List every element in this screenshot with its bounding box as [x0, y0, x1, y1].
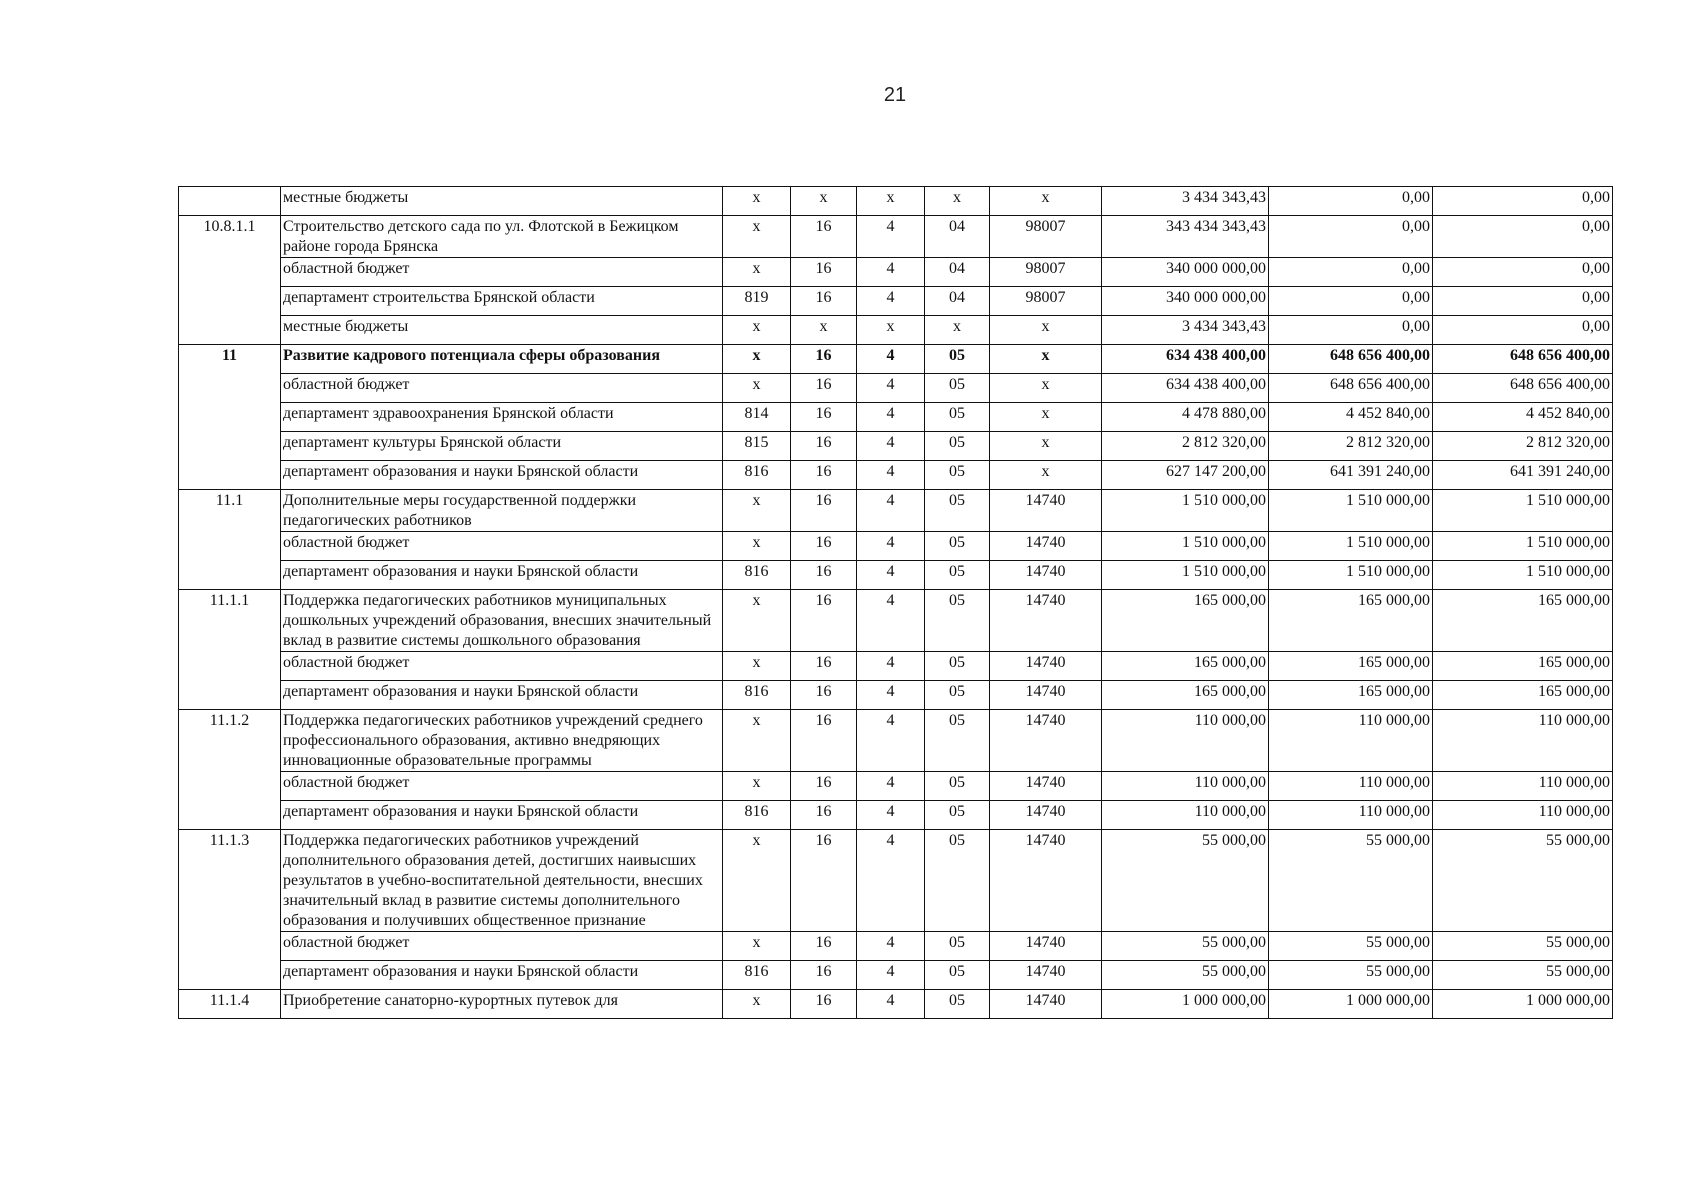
amount-year3-cell: 641 391 240,00 — [1433, 461, 1613, 490]
code-program-cell: 16 — [791, 801, 857, 830]
table-row — [179, 710, 1613, 772]
code-direction-cell: 14740 — [990, 990, 1102, 1019]
code-program-cell: 16 — [791, 490, 857, 532]
amount-year1-cell: 3 434 343,43 — [1102, 316, 1269, 345]
amount-year1-cell: 55 000,00 — [1102, 830, 1269, 932]
code-task-cell: 05 — [925, 345, 990, 374]
code-task-cell: 04 — [925, 216, 990, 258]
code-direction-cell: 98007 — [990, 216, 1102, 258]
amount-year2-cell: 110 000,00 — [1269, 772, 1433, 801]
row-number-cell: 11.1.4 — [179, 990, 281, 1019]
amount-year3-cell: 55 000,00 — [1433, 932, 1613, 961]
amount-year2-cell: 55 000,00 — [1269, 932, 1433, 961]
amount-year3-cell: 110 000,00 — [1433, 710, 1613, 772]
amount-year1-cell: 110 000,00 — [1102, 801, 1269, 830]
row-number-cell — [179, 403, 281, 432]
table-row — [179, 490, 1613, 532]
description-cell: департамент культуры Брянской области — [281, 432, 723, 461]
code-program-cell: 16 — [791, 532, 857, 561]
code-program-cell: 16 — [791, 403, 857, 432]
table-row — [179, 830, 1613, 932]
code-task-cell: 05 — [925, 990, 990, 1019]
row-number-cell: 11.1.3 — [179, 830, 281, 932]
amount-year3-cell: 0,00 — [1433, 258, 1613, 287]
amount-year2-cell: 4 452 840,00 — [1269, 403, 1433, 432]
code-program-cell: 16 — [791, 681, 857, 710]
amount-year3-cell: 165 000,00 — [1433, 590, 1613, 652]
code-subprogram-cell: 4 — [857, 345, 925, 374]
amount-year2-cell: 648 656 400,00 — [1269, 345, 1433, 374]
code-subprogram-cell: 4 — [857, 561, 925, 590]
code-program-cell: 16 — [791, 345, 857, 374]
code-ministry-cell: 816 — [723, 461, 791, 490]
code-ministry-cell: х — [723, 187, 791, 216]
row-number-cell: 10.8.1.1 — [179, 216, 281, 258]
amount-year2-cell: 165 000,00 — [1269, 681, 1433, 710]
row-number-cell — [179, 287, 281, 316]
amount-year1-cell: 3 434 343,43 — [1102, 187, 1269, 216]
code-subprogram-cell: 4 — [857, 490, 925, 532]
amount-year1-cell: 2 812 320,00 — [1102, 432, 1269, 461]
amount-year3-cell: 1 000 000,00 — [1433, 990, 1613, 1019]
description-cell: департамент образования и науки Брянской области — [281, 681, 723, 710]
amount-year2-cell: 1 510 000,00 — [1269, 561, 1433, 590]
description-cell: областной бюджет — [281, 772, 723, 801]
amount-year3-cell: 648 656 400,00 — [1433, 374, 1613, 403]
amount-year3-cell: 165 000,00 — [1433, 681, 1613, 710]
code-ministry-cell: х — [723, 532, 791, 561]
code-task-cell: 05 — [925, 590, 990, 652]
code-direction-cell: 14740 — [990, 801, 1102, 830]
description-cell: областной бюджет — [281, 374, 723, 403]
code-task-cell: 04 — [925, 258, 990, 287]
code-task-cell: 05 — [925, 772, 990, 801]
row-number-cell — [179, 316, 281, 345]
code-ministry-cell: х — [723, 258, 791, 287]
code-direction-cell: 14740 — [990, 561, 1102, 590]
code-subprogram-cell: 4 — [857, 990, 925, 1019]
table-row — [179, 345, 1613, 374]
description-cell: областной бюджет — [281, 532, 723, 561]
amount-year2-cell: 165 000,00 — [1269, 652, 1433, 681]
amount-year3-cell: 0,00 — [1433, 316, 1613, 345]
amount-year1-cell: 634 438 400,00 — [1102, 374, 1269, 403]
code-direction-cell: 98007 — [990, 287, 1102, 316]
table-row — [179, 187, 1613, 216]
description-cell: Поддержка педагогических работников муниципальных дошкольных учреждений образования, внесших значительный вклад в развитие системы дошкольного образования — [281, 590, 723, 652]
row-number-cell — [179, 561, 281, 590]
code-task-cell: 05 — [925, 461, 990, 490]
description-cell: департамент образования и науки Брянской области — [281, 801, 723, 830]
description-cell: департамент образования и науки Брянской области — [281, 961, 723, 990]
amount-year1-cell: 165 000,00 — [1102, 681, 1269, 710]
description-cell: департамент образования и науки Брянской области — [281, 461, 723, 490]
table-row — [179, 461, 1613, 490]
row-number-cell: 11.1.1 — [179, 590, 281, 652]
table-row — [179, 652, 1613, 681]
code-ministry-cell: х — [723, 316, 791, 345]
description-cell: областной бюджет — [281, 258, 723, 287]
row-number-cell — [179, 374, 281, 403]
code-direction-cell: х — [990, 316, 1102, 345]
description-cell: местные бюджеты — [281, 187, 723, 216]
code-task-cell: 05 — [925, 710, 990, 772]
code-task-cell: 05 — [925, 432, 990, 461]
row-number-cell — [179, 532, 281, 561]
code-subprogram-cell: 4 — [857, 461, 925, 490]
code-task-cell: 05 — [925, 490, 990, 532]
code-direction-cell: х — [990, 374, 1102, 403]
amount-year3-cell: 1 510 000,00 — [1433, 561, 1613, 590]
row-number-cell: 11.1.2 — [179, 710, 281, 772]
table-row — [179, 590, 1613, 652]
table-row — [179, 216, 1613, 258]
code-direction-cell: х — [990, 345, 1102, 374]
table-row — [179, 258, 1613, 287]
code-ministry-cell: х — [723, 990, 791, 1019]
table-row — [179, 403, 1613, 432]
code-ministry-cell: 816 — [723, 681, 791, 710]
code-subprogram-cell: 4 — [857, 710, 925, 772]
code-task-cell: 05 — [925, 374, 990, 403]
code-ministry-cell: х — [723, 710, 791, 772]
code-subprogram-cell: 4 — [857, 532, 925, 561]
code-task-cell: 05 — [925, 830, 990, 932]
row-number-cell — [179, 801, 281, 830]
amount-year3-cell: 0,00 — [1433, 216, 1613, 258]
amount-year1-cell: 1 510 000,00 — [1102, 532, 1269, 561]
amount-year1-cell: 165 000,00 — [1102, 590, 1269, 652]
code-direction-cell: 14740 — [990, 681, 1102, 710]
amount-year2-cell: 0,00 — [1269, 258, 1433, 287]
amount-year1-cell: 110 000,00 — [1102, 710, 1269, 772]
amount-year2-cell: 1 000 000,00 — [1269, 990, 1433, 1019]
code-task-cell: 05 — [925, 403, 990, 432]
amount-year1-cell: 165 000,00 — [1102, 652, 1269, 681]
code-subprogram-cell: 4 — [857, 216, 925, 258]
table-row — [179, 561, 1613, 590]
code-subprogram-cell: 4 — [857, 403, 925, 432]
amount-year2-cell: 1 510 000,00 — [1269, 532, 1433, 561]
code-ministry-cell: 816 — [723, 801, 791, 830]
amount-year3-cell: 4 452 840,00 — [1433, 403, 1613, 432]
amount-year3-cell: 0,00 — [1433, 287, 1613, 316]
amount-year2-cell: 2 812 320,00 — [1269, 432, 1433, 461]
amount-year1-cell: 627 147 200,00 — [1102, 461, 1269, 490]
table-row — [179, 801, 1613, 830]
amount-year3-cell: 165 000,00 — [1433, 652, 1613, 681]
code-program-cell: х — [791, 316, 857, 345]
row-number-cell — [179, 432, 281, 461]
amount-year3-cell: 55 000,00 — [1433, 830, 1613, 932]
row-number-cell — [179, 652, 281, 681]
description-cell: Строительство детского сада по ул. Флотской в Бежицком районе города Брянска — [281, 216, 723, 258]
code-direction-cell: 14740 — [990, 590, 1102, 652]
code-program-cell: 16 — [791, 287, 857, 316]
description-cell: Поддержка педагогических работников учреждений среднего профессионального образования, активно внедряющих инновационные образовательные программы — [281, 710, 723, 772]
code-subprogram-cell: 4 — [857, 258, 925, 287]
amount-year1-cell: 110 000,00 — [1102, 772, 1269, 801]
amount-year2-cell: 648 656 400,00 — [1269, 374, 1433, 403]
code-subprogram-cell: 4 — [857, 681, 925, 710]
code-ministry-cell: х — [723, 345, 791, 374]
code-subprogram-cell: 4 — [857, 830, 925, 932]
code-program-cell: 16 — [791, 590, 857, 652]
amount-year3-cell: 110 000,00 — [1433, 772, 1613, 801]
code-program-cell: 16 — [791, 961, 857, 990]
row-number-cell — [179, 461, 281, 490]
code-subprogram-cell: 4 — [857, 590, 925, 652]
code-task-cell: х — [925, 187, 990, 216]
amount-year1-cell: 343 434 343,43 — [1102, 216, 1269, 258]
code-subprogram-cell: 4 — [857, 652, 925, 681]
amount-year3-cell: 1 510 000,00 — [1433, 490, 1613, 532]
code-direction-cell: 14740 — [990, 490, 1102, 532]
code-subprogram-cell: 4 — [857, 801, 925, 830]
code-ministry-cell: 816 — [723, 961, 791, 990]
row-number-cell — [179, 681, 281, 710]
code-ministry-cell: х — [723, 932, 791, 961]
code-ministry-cell: 815 — [723, 432, 791, 461]
amount-year2-cell: 110 000,00 — [1269, 801, 1433, 830]
table-row — [179, 681, 1613, 710]
row-number-cell: 11.1 — [179, 490, 281, 532]
code-task-cell: 04 — [925, 287, 990, 316]
code-task-cell: 05 — [925, 681, 990, 710]
description-cell: департамент строительства Брянской области — [281, 287, 723, 316]
code-program-cell: 16 — [791, 216, 857, 258]
description-cell: Дополнительные меры государственной поддержки педагогических работников — [281, 490, 723, 532]
description-cell: Приобретение санаторно-курортных путевок для — [281, 990, 723, 1019]
amount-year1-cell: 4 478 880,00 — [1102, 403, 1269, 432]
code-direction-cell: х — [990, 403, 1102, 432]
amount-year2-cell: 641 391 240,00 — [1269, 461, 1433, 490]
code-program-cell: 16 — [791, 432, 857, 461]
code-task-cell: 05 — [925, 652, 990, 681]
code-task-cell: 05 — [925, 932, 990, 961]
code-direction-cell: 14740 — [990, 961, 1102, 990]
budget-table — [178, 186, 1613, 1019]
amount-year1-cell: 340 000 000,00 — [1102, 287, 1269, 316]
amount-year2-cell: 0,00 — [1269, 216, 1433, 258]
amount-year3-cell: 0,00 — [1433, 187, 1613, 216]
code-ministry-cell: х — [723, 590, 791, 652]
code-direction-cell: 98007 — [990, 258, 1102, 287]
code-task-cell: 05 — [925, 801, 990, 830]
description-cell: областной бюджет — [281, 652, 723, 681]
code-task-cell: 05 — [925, 561, 990, 590]
amount-year2-cell: 55 000,00 — [1269, 830, 1433, 932]
code-ministry-cell: 814 — [723, 403, 791, 432]
code-ministry-cell: х — [723, 830, 791, 932]
code-direction-cell: 14740 — [990, 652, 1102, 681]
code-direction-cell: 14740 — [990, 932, 1102, 961]
code-program-cell: 16 — [791, 990, 857, 1019]
table-row — [179, 532, 1613, 561]
code-subprogram-cell: 4 — [857, 961, 925, 990]
amount-year1-cell: 1 000 000,00 — [1102, 990, 1269, 1019]
code-task-cell: 05 — [925, 532, 990, 561]
code-program-cell: 16 — [791, 652, 857, 681]
code-task-cell: х — [925, 316, 990, 345]
amount-year1-cell: 1 510 000,00 — [1102, 561, 1269, 590]
table-row — [179, 374, 1613, 403]
description-cell: местные бюджеты — [281, 316, 723, 345]
code-program-cell: 16 — [791, 561, 857, 590]
code-program-cell: 16 — [791, 772, 857, 801]
code-direction-cell: 14740 — [990, 772, 1102, 801]
amount-year2-cell: 55 000,00 — [1269, 961, 1433, 990]
amount-year3-cell: 110 000,00 — [1433, 801, 1613, 830]
row-number-cell — [179, 961, 281, 990]
code-subprogram-cell: 4 — [857, 287, 925, 316]
code-direction-cell: х — [990, 432, 1102, 461]
amount-year2-cell: 165 000,00 — [1269, 590, 1433, 652]
amount-year1-cell: 340 000 000,00 — [1102, 258, 1269, 287]
row-number-cell — [179, 258, 281, 287]
amount-year1-cell: 1 510 000,00 — [1102, 490, 1269, 532]
amount-year1-cell: 55 000,00 — [1102, 961, 1269, 990]
code-program-cell: х — [791, 187, 857, 216]
description-cell: Поддержка педагогических работников учреждений дополнительного образования детей, достигших наивысших результатов в учебно-воспитательной деятельности, внесших значительный вклад в развитие системы дополнительного образования и получивших общественное признание — [281, 830, 723, 932]
amount-year2-cell: 110 000,00 — [1269, 710, 1433, 772]
code-direction-cell: 14740 — [990, 710, 1102, 772]
description-cell: департамент здравоохранения Брянской области — [281, 403, 723, 432]
amount-year3-cell: 648 656 400,00 — [1433, 345, 1613, 374]
code-program-cell: 16 — [791, 830, 857, 932]
amount-year3-cell: 1 510 000,00 — [1433, 532, 1613, 561]
code-ministry-cell: х — [723, 490, 791, 532]
row-number-cell — [179, 772, 281, 801]
code-ministry-cell: 816 — [723, 561, 791, 590]
code-direction-cell: х — [990, 461, 1102, 490]
code-program-cell: 16 — [791, 710, 857, 772]
code-direction-cell: х — [990, 187, 1102, 216]
row-number-cell — [179, 932, 281, 961]
table-row — [179, 990, 1613, 1019]
description-cell: Развитие кадрового потенциала сферы образования — [281, 345, 723, 374]
row-number-cell — [179, 187, 281, 216]
row-number-cell: 11 — [179, 345, 281, 374]
code-task-cell: 05 — [925, 961, 990, 990]
code-ministry-cell: х — [723, 216, 791, 258]
code-ministry-cell: х — [723, 652, 791, 681]
amount-year3-cell: 55 000,00 — [1433, 961, 1613, 990]
table-row — [179, 287, 1613, 316]
code-ministry-cell: 819 — [723, 287, 791, 316]
code-program-cell: 16 — [791, 258, 857, 287]
table-row — [179, 432, 1613, 461]
amount-year3-cell: 2 812 320,00 — [1433, 432, 1613, 461]
amount-year2-cell: 0,00 — [1269, 287, 1433, 316]
code-program-cell: 16 — [791, 374, 857, 403]
description-cell: областной бюджет — [281, 932, 723, 961]
amount-year2-cell: 0,00 — [1269, 187, 1433, 216]
table-row — [179, 316, 1613, 345]
code-subprogram-cell: 4 — [857, 772, 925, 801]
page-number: 21 — [883, 84, 907, 106]
code-ministry-cell: х — [723, 772, 791, 801]
code-subprogram-cell: 4 — [857, 932, 925, 961]
code-program-cell: 16 — [791, 932, 857, 961]
amount-year1-cell: 55 000,00 — [1102, 932, 1269, 961]
code-subprogram-cell: х — [857, 187, 925, 216]
code-subprogram-cell: х — [857, 316, 925, 345]
code-direction-cell: 14740 — [990, 830, 1102, 932]
amount-year2-cell: 0,00 — [1269, 316, 1433, 345]
code-subprogram-cell: 4 — [857, 374, 925, 403]
amount-year1-cell: 634 438 400,00 — [1102, 345, 1269, 374]
code-ministry-cell: х — [723, 374, 791, 403]
amount-year2-cell: 1 510 000,00 — [1269, 490, 1433, 532]
description-cell: департамент образования и науки Брянской области — [281, 561, 723, 590]
code-program-cell: 16 — [791, 461, 857, 490]
table-body — [179, 187, 1613, 1019]
table-row — [179, 932, 1613, 961]
table-row — [179, 961, 1613, 990]
code-subprogram-cell: 4 — [857, 432, 925, 461]
code-direction-cell: 14740 — [990, 532, 1102, 561]
table-row — [179, 772, 1613, 801]
